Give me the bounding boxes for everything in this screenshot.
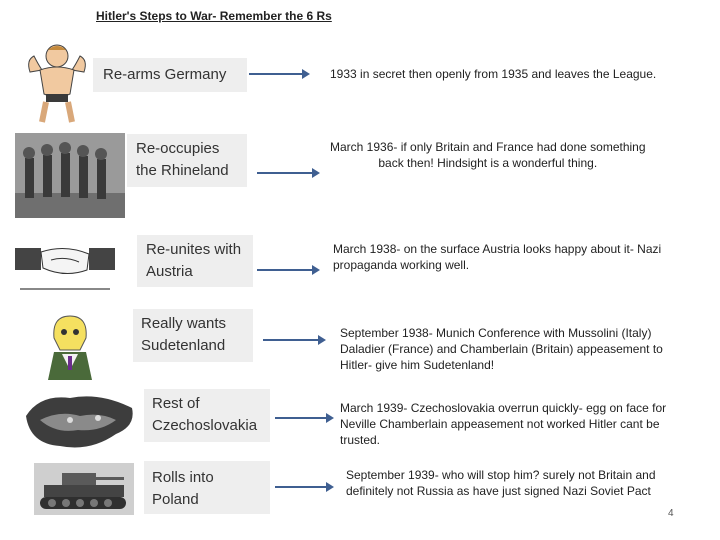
step-box-rhineland <box>127 134 247 187</box>
step-box-rearms <box>93 58 247 92</box>
step-box-czechoslovakia <box>144 389 270 442</box>
description-line: Daladier (France) and Chamberlain (Britain) appeasement to <box>340 342 663 356</box>
step-label-line: Re-unites with <box>146 241 242 258</box>
arrow-icon <box>257 167 321 179</box>
arrow-icon <box>257 264 321 276</box>
page-number: 4 <box>668 508 674 519</box>
step-box-austria <box>137 235 253 287</box>
description-line: definitely not Russia as have just signed Nazi Soviet Pact <box>346 484 651 498</box>
step-label-line: Re-occupies <box>136 140 220 157</box>
marching-soldiers-image <box>15 133 125 218</box>
czechoslovakia-map-image <box>20 386 140 458</box>
step-label-line: Czechoslovakia <box>152 417 258 434</box>
step-description-rhineland <box>330 139 646 171</box>
handshake-image <box>15 236 115 296</box>
tank-image <box>34 463 134 515</box>
strongman-cartoon-image <box>22 42 92 124</box>
step-label-line: Sudetenland <box>141 337 226 354</box>
description-line: March 1938- on the surface Austria looks happy about it- Nazi <box>333 242 662 256</box>
description-line: September 1938- Munich Conference with Mussolini (Italy) <box>340 326 652 340</box>
description-line: trusted. <box>340 433 381 447</box>
step-label-line: Rest of <box>152 395 200 412</box>
page-title: Hitler's Steps to War- Remember the 6 Rs <box>96 9 332 23</box>
step-description-rearms <box>330 66 656 82</box>
description-line: 1933 in secret then openly from 1935 and leaves the League. <box>330 67 657 81</box>
step-description-czechoslovakia <box>340 400 666 448</box>
description-line: propaganda working well. <box>333 258 470 272</box>
step-label-line: Austria <box>146 263 193 280</box>
description-line: Neville Chamberlain appeasement not worked Hitler cant be <box>340 417 660 431</box>
arrow-icon <box>275 412 335 424</box>
arrow-icon <box>249 68 311 80</box>
step-label-line: Re-arms Germany <box>103 66 227 83</box>
mr-burns-cartoon-image <box>40 310 100 380</box>
description-line: Hitler- give him Sudetenland! <box>340 358 495 372</box>
step-description-austria <box>333 241 661 273</box>
arrow-icon <box>275 481 335 493</box>
step-label-line: the Rhineland <box>136 162 229 179</box>
description-line: March 1936- if only Britain and France had done something <box>330 140 646 154</box>
step-label-line: Really wants <box>141 315 227 332</box>
description-line: back then! Hindsight is a wonderful thing. <box>378 156 598 170</box>
description-line: March 1939- Czechoslovakia overrun quickly- egg on face for <box>340 401 667 415</box>
step-box-poland <box>144 461 270 514</box>
step-description-poland <box>346 467 656 499</box>
step-label-line: Poland <box>152 491 199 508</box>
description-line: September 1939- who will stop him? surely not Britain and <box>346 468 656 482</box>
step-box-sudetenland <box>133 309 253 362</box>
step-label-line: Rolls into <box>152 469 214 486</box>
arrow-icon <box>263 334 327 346</box>
step-description-sudetenland <box>340 325 663 373</box>
